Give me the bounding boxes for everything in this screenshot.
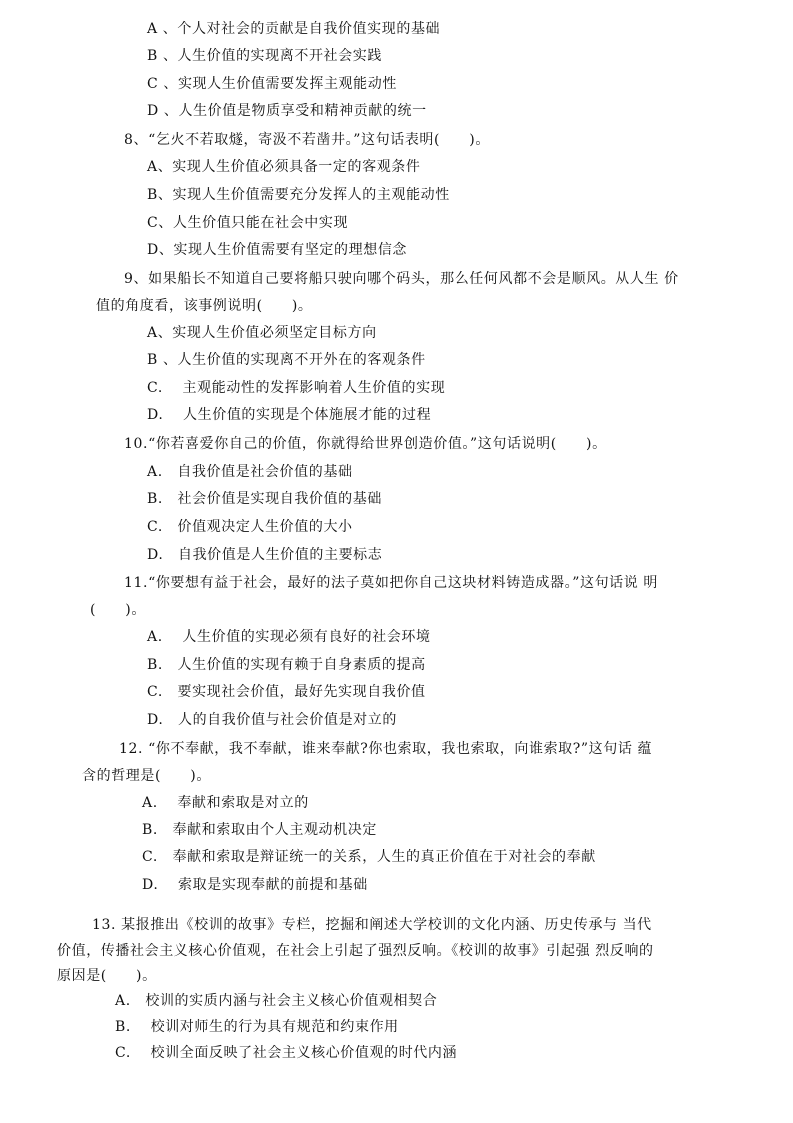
option-a: A. 自我价值是社会价值的基础 (147, 464, 353, 480)
question-12: 12. “你不奉献，我不奉献，谁来奉献?你也索取，我也索取，向谁索取?”这句话 蕴 (119, 741, 653, 757)
option-c: C. 校训全面反映了社会主义核心价值观的时代内涵 (115, 1045, 458, 1061)
option-b: B. 校训对师生的行为具有规范和约束作用 (115, 1019, 399, 1035)
option-a: A 、个人对社会的贡献是自我价值实现的基础 (147, 21, 441, 37)
option-c: C. 要实现社会价值，最好先实现自我价值 (147, 684, 426, 700)
option-c: C. 价值观决定人生价值的大小 (147, 519, 353, 535)
question-10: 10.“你若喜爱你自己的价值，你就得给世界创造价值。”这句话说明( )。 (124, 436, 607, 452)
question-13: 13. 某报推出《校训的故事》专栏，挖掘和阐述大学校训的文化内涵、历史传承与 当代 (92, 917, 652, 933)
question-13-cont: 原因是( )。 (57, 968, 157, 984)
option-c: C. 奉献和索取是辩证统一的关系，人生的真正价值在于对社会的奉献 (142, 849, 596, 865)
option-b: B 、人生价值的实现离不开社会实践 (147, 48, 382, 64)
option-c: C、人生价值只能在社会中实现 (147, 215, 349, 231)
option-d: D 、人生价值是物质享受和精神贡献的统一 (147, 103, 427, 119)
option-c: C 、实现人生价值需要发挥主观能动性 (147, 76, 397, 92)
question-9-cont: 值的角度看，该事例说明( )。 (96, 298, 313, 314)
option-d: D、实现人生价值需要有坚定的理想信念 (147, 242, 408, 258)
option-b: B. 人生价值的实现有赖于自身素质的提高 (147, 657, 426, 673)
option-a: A、实现人生价值必须坚定目标方向 (147, 325, 377, 341)
question-12-cont: 含的哲理是( )。 (82, 768, 211, 784)
option-b: B. 奉献和索取由个人主观动机决定 (142, 822, 377, 838)
option-d: D. 索取是实现奉献的前提和基础 (142, 877, 368, 893)
option-a: A. 人生价值的实现必须有良好的社会环境 (147, 629, 431, 645)
option-d: D. 人的自我价值与社会价值是对立的 (147, 712, 397, 728)
question-8: 8、“乞火不若取燧，寄汲不若凿井。”这句话表明( )。 (124, 132, 490, 148)
option-b: B、实现人生价值需要充分发挥人的主观能动性 (147, 187, 450, 203)
option-a: A、实现人生价值必须具备一定的客观条件 (147, 159, 421, 175)
option-a: A. 奉献和索取是对立的 (142, 795, 309, 811)
option-b: B. 社会价值是实现自我价值的基础 (147, 491, 382, 507)
option-d: D. 自我价值是人生价值的主要标志 (147, 547, 383, 563)
question-13-cont: 价值，传播社会主义核心价值观，在社会上引起了强烈反响。《校训的故事》引起强 烈反响的 (57, 943, 654, 959)
question-11-cont: ( )。 (90, 602, 146, 618)
question-11: 11.“你要想有益于社会，最好的法子莫如把你自己这块材料铸造成器。”这句话说 明 (124, 575, 659, 591)
option-a: A. 校训的实质内涵与社会主义核心价值观相契合 (115, 993, 438, 1009)
option-c: C. 主观能动性的发挥影响着人生价值的实现 (147, 380, 446, 396)
option-d: D. 人生价值的实现是个体施展才能的过程 (147, 407, 432, 423)
option-b: B 、人生价值的实现离不开外在的客观条件 (147, 352, 426, 368)
question-9: 9、如果船长不知道自己要将船只驶向哪个码头，那么任何风都不会是顺风。从人生 价 (124, 271, 679, 287)
